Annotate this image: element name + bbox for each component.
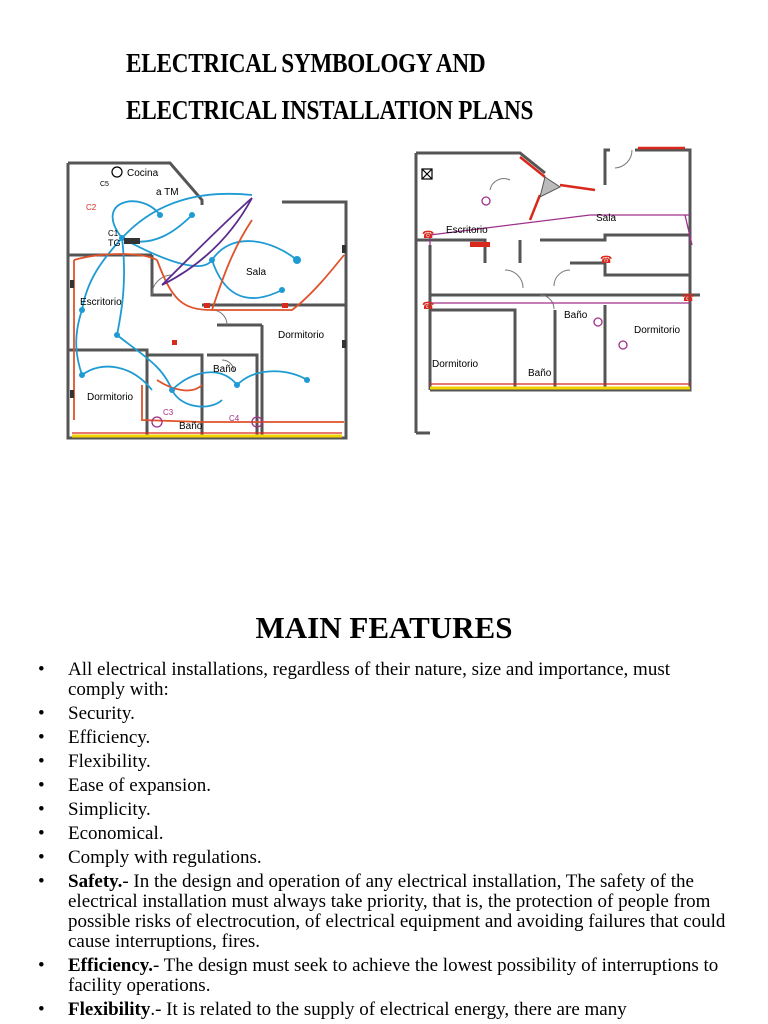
label-c4: C4 [229, 414, 240, 423]
svg-text:☎: ☎ [600, 255, 613, 266]
list-item: • Economical. [30, 824, 730, 844]
label-bano-bottom: Baño [179, 421, 203, 432]
svg-text:☎: ☎ [422, 301, 435, 312]
list-item: • All electrical installations, regardless of their nature, size and importance, must comply with: [30, 660, 730, 700]
document-title-line-1: ELECTRICAL SYMBOLOGY AND [126, 48, 486, 78]
list-item: • Flexibility. [30, 752, 730, 772]
features-list [30, 660, 730, 1024]
label-c5: C5 [100, 181, 109, 188]
label-dormitorio-left-right: Dormitorio [432, 359, 479, 370]
document-title-line-2: ELECTRICAL INSTALLATION PLANS [126, 95, 534, 125]
label-c1: C1 [108, 229, 119, 238]
list-item: • Simplicity. [30, 800, 730, 820]
label-escritorio: Escritorio [80, 297, 122, 308]
right-floor-plan [410, 145, 710, 437]
list-item: • Comply with regulations. [30, 848, 730, 868]
label-escritorio-right: Escritorio [446, 225, 488, 236]
svg-text:☎: ☎ [682, 293, 695, 304]
left-floor-plan [62, 160, 352, 445]
label-bano-mid: Baño [213, 364, 237, 375]
section-heading: MAIN FEATURES [255, 610, 513, 645]
list-item: • Efficiency. [30, 728, 730, 748]
label-bano-bottom-right: Baño [528, 368, 552, 379]
label-sala: Sala [246, 267, 267, 278]
label-bano-mid-right: Baño [564, 310, 588, 321]
label-c2: C2 [86, 203, 97, 212]
list-item: • Safety.- In the design and operation of any electrical installation, The safety of the electrical installation must always take priority, that is, the protection of people from possible risks of electrocution, of electrical equipment and avoiding failures that could cause interruptions, fires. [30, 872, 730, 952]
label-c3: C3 [163, 408, 174, 417]
label-a-tm: a TM [156, 187, 179, 198]
label-dormitorio-right-right: Dormitorio [634, 325, 681, 336]
label-tg: TG [108, 238, 121, 248]
label-sala-right: Sala [596, 213, 617, 224]
list-item: • Flexibility.- It is related to the supply of electrical energy, there are many [30, 1000, 730, 1020]
label-dormitorio-left: Dormitorio [87, 392, 134, 403]
svg-text:☎: ☎ [422, 230, 435, 241]
label-dormitorio-right: Dormitorio [278, 330, 325, 341]
label-cocina: Cocina [127, 168, 159, 179]
list-item: • Security. [30, 704, 730, 724]
list-item: • Efficiency.- The design must seek to achieve the lowest possibility of interruptions to facility operations. [30, 956, 730, 996]
list-item: • Ease of expansion. [30, 776, 730, 796]
